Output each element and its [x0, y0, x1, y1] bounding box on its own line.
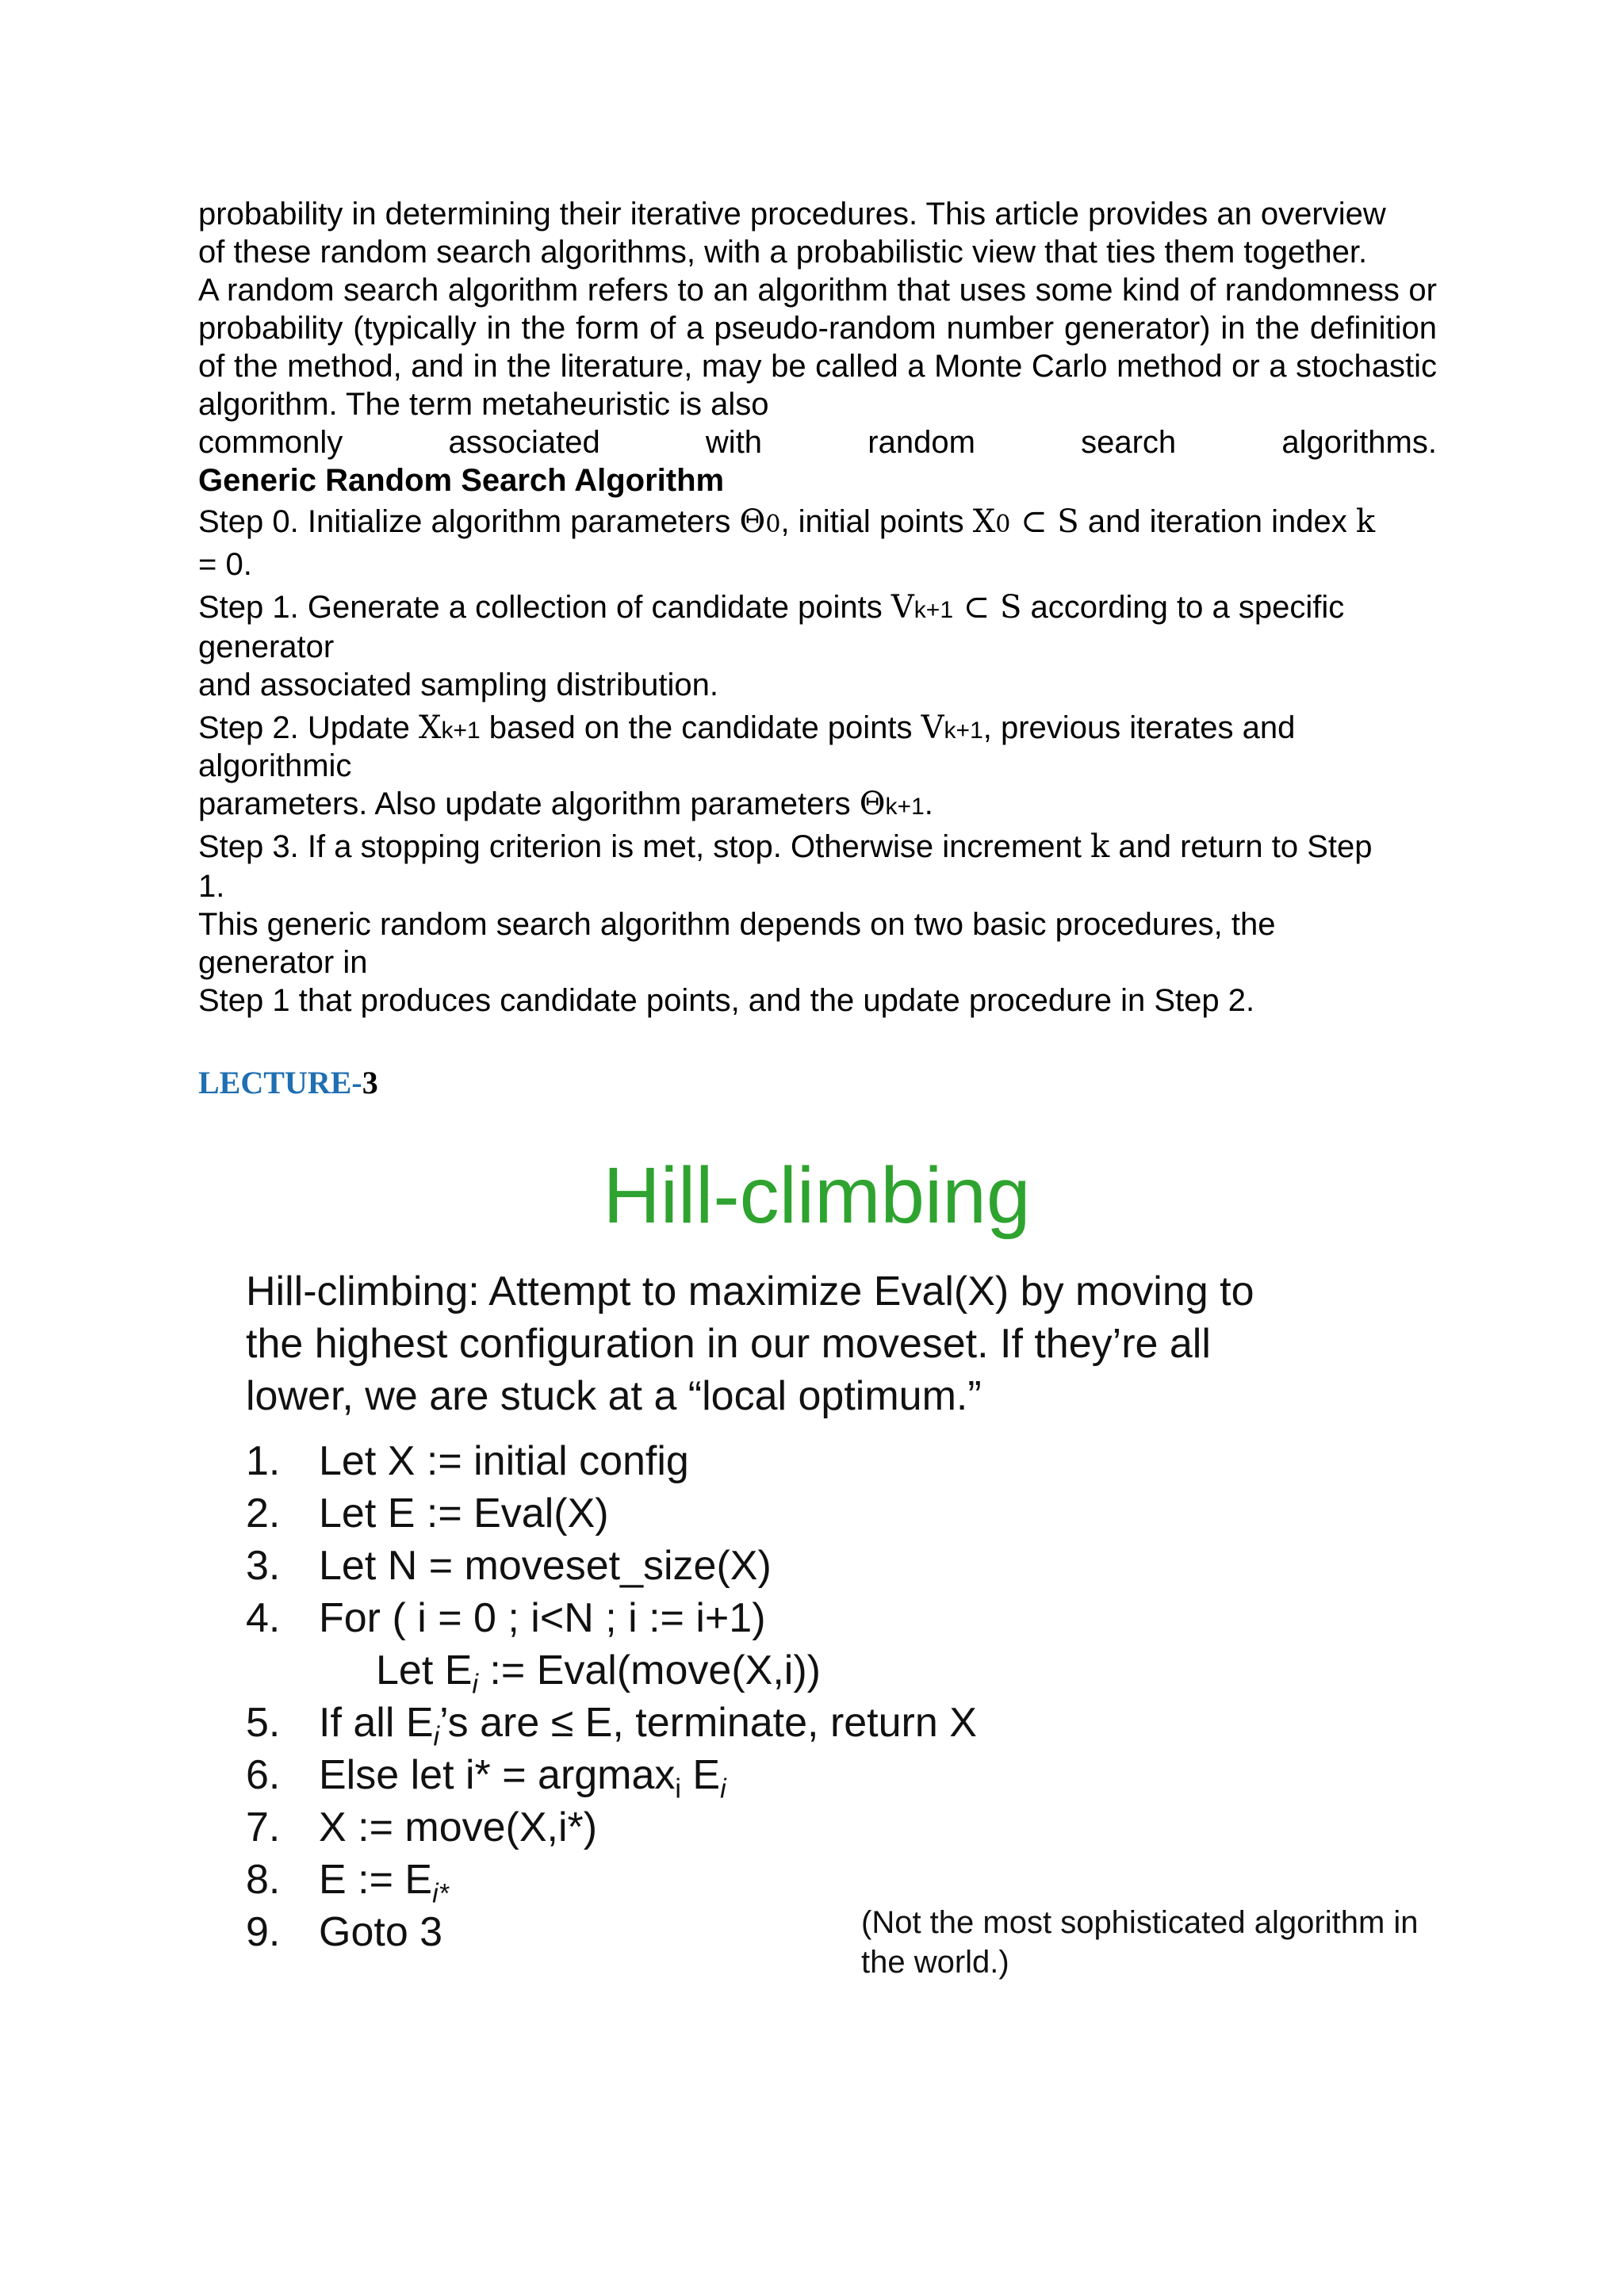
step-3-line: Step 3. If a stopping criterion is met, stop. Otherwise increment k and return to Step [198, 828, 1373, 865]
intro-last-line: commonly associated with random search algorithms. [198, 425, 1437, 460]
step-2-continuation-2: parameters. Also update algorithm parameters Θk+1. [198, 786, 933, 822]
list-item: 5. If all $E_i’s$ are ≤ E, terminate, return X [246, 1700, 977, 1752]
slide-note: (Not the most sophisticated algorithm in the world.) [861, 1905, 1419, 1980]
step-1-continuation: generator [198, 629, 335, 664]
slide-step-list [246, 1435, 977, 1958]
slide-intro-line-2: the highest configuration in our moveset. If they’re all [246, 1321, 1211, 1367]
theta-symbol: Θ [739, 503, 766, 540]
list-item-inner: Let $E_i$ := Eval(move(X,i)) [376, 1647, 821, 1700]
list-item: 1. Let X := initial config [246, 1438, 689, 1484]
closing-line-2: generator in [198, 945, 368, 980]
step-2-line: Step 2. Update Xk+1 based on the candidate points Vk+1, previous iterates and [198, 710, 1296, 746]
list-item: 9. Goto 3 [246, 1909, 443, 1955]
slide-intro-line-3: lower, we are stuck at a “local optimum.” [246, 1373, 982, 1419]
slide-intro-line-1: Hill-climbing: Attempt to maximize Eval(X) by moving to [246, 1269, 1254, 1314]
intro-text [198, 195, 1437, 499]
intro-paragraph: A random search algorithm refers to an algorithm that uses some kind of randomness or probability (typically in the form of a pseudo-random number generator) in the definition of the method, and in the literature, may be called a Monte Carlo method or a stochastic algorithm. The term metaheuristic is also [198, 273, 1437, 422]
closing-line-3: Step 1 that produces candidate points, and the update procedure in Step 2. [198, 983, 1255, 1018]
step-3-continuation: 1. [198, 869, 225, 904]
step-2-continuation: algorithmic [198, 748, 352, 783]
list-item: 3. Let N = moveset_size(X) [246, 1543, 772, 1589]
list-item: 2. Let E := Eval(X) [246, 1490, 609, 1536]
list-item: 8. E := $E_{i*}$ [246, 1857, 449, 1909]
lecture-heading [198, 1064, 378, 1101]
closing-line-1: This generic random search algorithm depends on two basic procedures, the [198, 907, 1276, 942]
generic-heading: Generic Random Search Algorithm [198, 463, 725, 498]
slide-intro [246, 1265, 1388, 1422]
list-item: 6. Else let i* = argmax$_i$ $E_i$ [246, 1752, 726, 1804]
hill-climbing-slide [198, 1142, 1435, 2006]
list-item: 4. For ( i = 0 ; i<N ; i := i+1) [246, 1595, 766, 1641]
slide-title: Hill-climbing [603, 1151, 1031, 1240]
intro-line-2: of these random search algorithms, with a probabilistic view that ties them together. [198, 235, 1368, 270]
intro-line-1: probability in determining their iterative procedures. This article provides an overview [198, 197, 1386, 232]
lecture-word: LECTURE- [198, 1065, 362, 1100]
lecture-number: 3 [362, 1065, 378, 1100]
step-0-continuation: = 0. [198, 547, 252, 582]
list-item: 7. X := move(X,i*) [246, 1804, 598, 1850]
step-1-line: Step 1. Generate a collection of candidate points Vk+1 ⊂ S according to a specific [198, 589, 1345, 626]
step-0-line: Step 0. Initialize algorithm parameters Θ0, initial points X0 ⊂ S and iteration index k [198, 503, 1376, 540]
step-1-continuation-2: and associated sampling distribution. [198, 668, 718, 702]
